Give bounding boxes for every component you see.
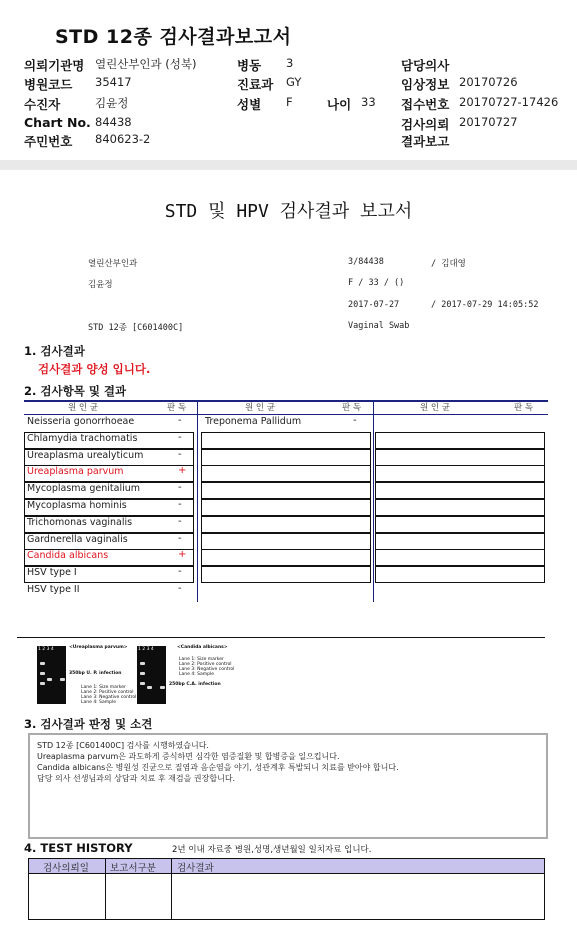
field-label: 병동	[237, 58, 262, 73]
empty-result-cell	[201, 482, 371, 499]
empty-result-cell	[375, 465, 545, 482]
field-value: 20170727-17426	[459, 95, 559, 109]
field-value: 35417	[95, 75, 132, 89]
empty-result-cell	[375, 499, 545, 516]
field-value: 33	[361, 95, 376, 109]
gel-title: <Ureaplasma parvum>	[69, 645, 128, 650]
opinion-box	[28, 733, 548, 839]
pathogen-name: Trichomonas vaginalis	[27, 516, 133, 528]
field-label: 임상정보	[401, 77, 450, 92]
gel-legend: Lane 3: Negative control	[179, 667, 235, 672]
verdict-mark: +	[178, 465, 187, 477]
patient-name: 김윤정	[88, 280, 113, 290]
lane-numbers: 1 2 3 4	[38, 647, 54, 652]
section-2-heading: 2. 검사항목 및 결과	[24, 384, 127, 398]
field-label: 수진자	[24, 97, 61, 112]
gel-arrow-label: 250bp C.A. infection	[169, 682, 221, 687]
doctor-name: / 김대영	[431, 259, 466, 269]
empty-result-cell	[201, 516, 371, 533]
field-label: 성별	[237, 97, 262, 112]
section-4-heading: 4. TEST HISTORY	[24, 841, 133, 855]
field-label: 진료과	[237, 77, 274, 92]
gel-legend: Lane 1: Size marker	[179, 657, 224, 662]
report-sheet	[0, 170, 577, 939]
table-header-row	[24, 400, 548, 415]
opinion-line: 담당 의사 선생님과의 상담과 치료 후 재검을 권장합니다.	[37, 774, 236, 783]
verdict-mark: -	[178, 532, 182, 544]
pathogen-name: Chlamydia trachomatis	[27, 432, 138, 444]
opinion-line: Candida albicans은 병원성 진균으로 질염과 음순염을 야기, 성관계후 특발되니 치료를 받아야 합니다.	[37, 763, 399, 772]
divider	[17, 637, 545, 638]
field-value: 김윤정	[95, 96, 129, 110]
pathogen-name: Neisseria gonorrhoeae	[27, 416, 135, 427]
verdict-mark: -	[178, 482, 182, 494]
section-1-heading: 1. 검사결과	[24, 344, 85, 358]
field-label: 접수번호	[401, 97, 450, 112]
gel-legend: Lane 4: Sample	[81, 700, 116, 705]
field-value: F	[286, 95, 293, 109]
gel-legend: Lane 4: Sample	[179, 672, 214, 677]
field-label: 결과보고	[401, 134, 450, 149]
pathogen-name: HSV type II	[27, 584, 80, 595]
gel-image-candida	[137, 646, 166, 704]
empty-result-cell	[201, 499, 371, 516]
history-column-header: 보고서구분	[110, 863, 156, 874]
verdict-mark: -	[178, 566, 182, 578]
field-value: 840623-2	[95, 132, 151, 146]
field-value: 20170727	[459, 115, 518, 129]
column-header: 판 독	[514, 403, 534, 413]
opinion-line: Ureaplasma parvum은 과도하게 증식하면 심각한 염증질환 및 합병증을 일으킵니다.	[37, 752, 340, 761]
specimen-type: Vaginal Swab	[348, 321, 410, 331]
gel-image-ureaplasma	[37, 646, 66, 704]
page-title: STD 12종 검사결과보고서	[55, 26, 292, 48]
column-header: 판 독	[167, 403, 187, 413]
column-header: 원 인 균	[420, 403, 451, 413]
empty-result-cell	[375, 516, 545, 533]
empty-result-cell	[375, 549, 545, 566]
history-column-header: 검사결과	[177, 863, 214, 874]
results-table	[24, 400, 548, 600]
summary-header	[0, 0, 577, 160]
test-history-table	[28, 858, 545, 920]
field-value: 열린산부인과 (성북)	[95, 57, 197, 71]
column-header: 판 독	[342, 403, 362, 413]
empty-result-cell	[201, 432, 371, 449]
gel-legend: Lane 1: Size marker	[81, 685, 126, 690]
column-divider	[171, 859, 172, 919]
pathogen-name: HSV type I	[27, 567, 77, 579]
empty-result-cell	[201, 566, 371, 583]
test-code: STD 12종 [C601400C]	[88, 323, 184, 333]
pathogen-name: Gardnerella vaginalis	[27, 533, 128, 545]
column-divider	[105, 859, 106, 919]
pathogen-name: Mycoplasma genitalium	[27, 483, 141, 495]
overall-result: 검사결과 양성 입니다.	[38, 362, 151, 376]
column-divider	[373, 400, 374, 602]
pathogen-name: Mycoplasma hominis	[27, 500, 127, 511]
history-note: 2년 이내 자료중 병원,성명,생년월일 일치자료 입니다.	[172, 845, 372, 855]
field-label: 의뢰기관명	[24, 58, 85, 73]
verdict-mark: -	[353, 415, 357, 426]
empty-result-cell	[201, 549, 371, 566]
gel-title: <Candida albicans>	[177, 645, 228, 650]
verdict-mark: -	[178, 448, 182, 460]
section-3-heading: 3. 검사결과 판정 및 소견	[24, 717, 153, 731]
field-value: 3	[286, 56, 294, 70]
empty-result-cell	[375, 566, 545, 583]
pathogen-name: Ureaplasma urealyticum	[27, 449, 144, 461]
history-header-row	[29, 859, 544, 874]
empty-result-cell	[375, 482, 545, 499]
pathogen-name: Candida albicans	[27, 550, 109, 562]
field-label: 병원코드	[24, 77, 73, 92]
empty-result-cell	[375, 432, 545, 449]
field-value: 84438	[95, 115, 132, 129]
field-label: 주민번호	[24, 134, 73, 149]
verdict-mark: -	[178, 583, 182, 594]
history-column-header: 검사의뢰일	[43, 863, 89, 874]
gel-legend: Lane 2: Positive control	[179, 662, 232, 667]
empty-result-cell	[201, 533, 371, 550]
verdict-mark: +	[178, 549, 187, 561]
date-received: 2017-07-27	[348, 300, 400, 310]
gel-legend: Lane 3: Negative control	[81, 695, 137, 700]
empty-result-cell	[375, 449, 545, 466]
chart-ref: 3/84438	[348, 257, 384, 267]
gel-electrophoresis-figure	[33, 642, 273, 709]
lane-numbers: 1 2 3 4	[138, 647, 154, 652]
verdict-mark: -	[178, 499, 182, 510]
pathogen-name: Treponema Pallidum	[205, 416, 302, 427]
field-label: 나이	[327, 97, 352, 112]
field-label: Chart No.	[24, 115, 91, 130]
field-label: 검사의뢰	[401, 117, 450, 132]
empty-result-cell	[201, 465, 371, 482]
verdict-mark: -	[178, 515, 182, 527]
opinion-line: STD 12종 [C601400C] 검사를 시행하였습니다.	[37, 741, 209, 750]
empty-result-cell	[375, 533, 545, 550]
gel-legend: Lane 2: Positive control	[81, 690, 134, 695]
sex-age: F / 33 / ()	[348, 278, 405, 288]
field-value: 20170726	[459, 75, 518, 89]
date-reported: / 2017-07-29 14:05:52	[431, 300, 539, 310]
verdict-mark: -	[178, 431, 182, 443]
report-title: STD 및 HPV 검사결과 보고서	[164, 201, 413, 222]
gel-arrow-label: 350bp U. P. infection	[69, 671, 122, 676]
column-divider	[197, 400, 198, 602]
field-value: GY	[286, 75, 302, 89]
clinic-name: 열린산부인과	[88, 259, 138, 269]
pathogen-name: Ureaplasma parvum	[27, 466, 124, 478]
field-label: 담당의사	[401, 58, 450, 73]
empty-result-cell	[201, 449, 371, 466]
column-header: 원 인 균	[245, 403, 276, 413]
column-header: 원 인 균	[68, 403, 99, 413]
verdict-mark: -	[178, 415, 182, 426]
